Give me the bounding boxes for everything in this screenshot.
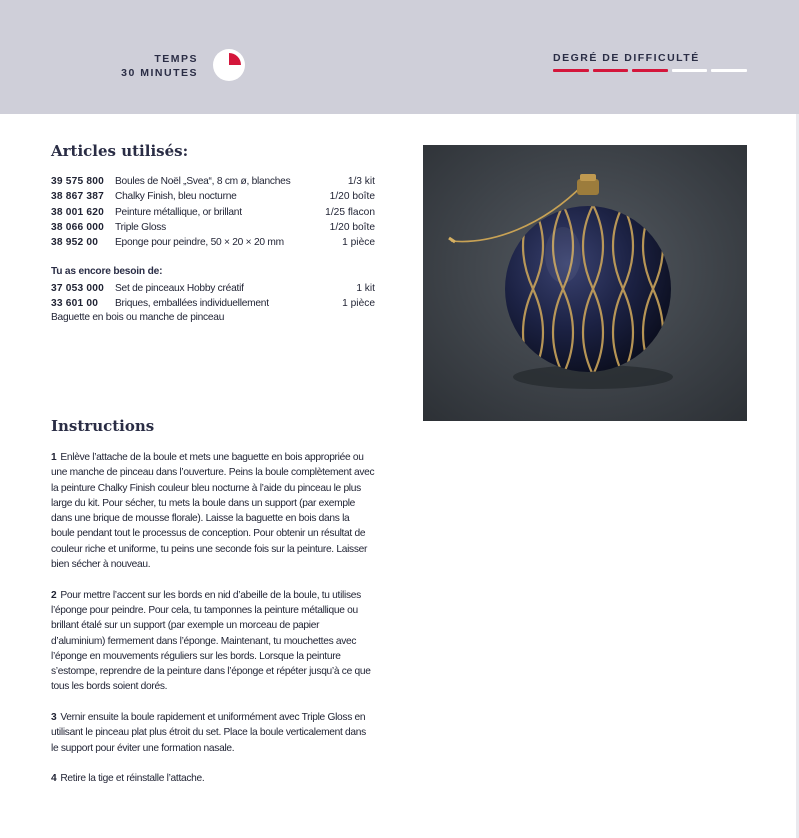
item-code: 38 066 000 — [51, 222, 104, 234]
item-qty: 1 pièce — [342, 237, 375, 249]
list-item — [51, 189, 375, 204]
difficulty-segment — [593, 69, 629, 72]
item-code: 33 601 00 — [51, 298, 99, 310]
difficulty-segment — [632, 69, 668, 72]
instructions-title: Instructions — [51, 417, 155, 435]
list-item — [51, 235, 375, 250]
step-number: 3 — [51, 712, 57, 724]
list-item — [51, 220, 375, 235]
item-code: 38 001 620 — [51, 206, 104, 218]
header-band — [0, 0, 799, 114]
instruction-step — [51, 771, 375, 786]
list-item — [51, 205, 375, 220]
step-number: 4 — [51, 773, 57, 785]
step-text: Vernir ensuite la boule rapidement et uniformément avec Triple Gloss en utilisant le pinceau plat plus étroit du set. Place la boule verticalement dans le support pour éviter une formation nasale. — [51, 712, 366, 754]
step-text: Enlève l’attache de la boule et mets une baguette en bois appropriée ou une manche de pinceau dans l’ouverture. Peins la boule complètement avec la peinture Chalky Finish couleur bleu nocturne à l’aide du pinceau le plus large du kit. Pour sécher, tu mets la boule dans un support (par exemple dans une brique de mousse florale). Laisse la baguette en bois dans la boule pendant tout le processus de conception. Pour obtenir un résultat de couleur riche et uniforme, tu peins une seconde fois sur la peinture. Laisser bien sécher à nouveau. — [51, 452, 375, 571]
item-desc: Eponge pour peindre, 50 × 20 × 20 mm — [115, 237, 284, 249]
extra-list — [51, 281, 375, 312]
difficulty-segment — [553, 69, 589, 72]
item-code: 38 952 00 — [51, 237, 99, 249]
difficulty-info — [553, 52, 747, 72]
extra-subtitle: Tu as encore besoin de: — [51, 266, 163, 277]
extra-plain-item: Baguette en bois ou manche de pinceau — [51, 312, 225, 323]
time-info — [121, 52, 198, 80]
ornament-image — [423, 145, 747, 421]
instruction-step — [51, 710, 375, 756]
list-item — [51, 296, 375, 311]
item-desc: Briques, emballées individuellement — [115, 298, 269, 310]
step-number: 2 — [51, 589, 57, 601]
item-qty: 1 kit — [356, 283, 375, 295]
item-qty: 1 pièce — [342, 298, 375, 310]
item-code: 39 575 800 — [51, 176, 104, 188]
articles-title: Articles utilisés: — [51, 142, 189, 160]
instruction-step — [51, 588, 375, 695]
item-desc: Chalky Finish, bleu nocturne — [115, 191, 237, 203]
step-text: Pour mettre l’accent sur les bords en nid d’abeille de la boule, tu utilises l’éponge pour peindre. Pour cela, tu tamponnes la peinture métallique ou brillant étalé sur un support (par exemple un morceau de papier d’aluminium) fermement dans l’éponge. Maintenant, tu mouchettes avec l’éponge en mouvements réguliers sur les bords. Lorsque la peinture s’estompe, reprendre de la peinture dans l’éponge et répéter jusqu’à ce que tous les bords soient dorés. — [51, 589, 371, 693]
time-value: 30 MINUTES — [121, 67, 198, 79]
difficulty-segment — [672, 69, 708, 72]
step-text: Retire la tige et réinstalle l’attache. — [60, 773, 205, 785]
list-item — [51, 174, 375, 189]
list-item — [51, 281, 375, 296]
difficulty-segment — [711, 69, 747, 72]
difficulty-meter — [553, 69, 747, 72]
item-qty: 1/20 boîte — [329, 191, 375, 203]
instruction-step — [51, 450, 375, 572]
ornament-photo — [423, 145, 747, 421]
item-desc: Peinture métallique, or brillant — [115, 206, 242, 218]
item-qty: 1/3 kit — [347, 176, 375, 188]
item-desc: Triple Gloss — [115, 222, 166, 234]
instructions-steps — [51, 450, 375, 802]
step-number: 1 — [51, 452, 57, 463]
articles-list — [51, 174, 375, 250]
time-label: TEMPS — [154, 53, 198, 65]
clock-icon — [213, 49, 245, 81]
item-qty: 1/20 boîte — [329, 222, 375, 234]
item-code: 37 053 000 — [51, 283, 104, 295]
item-code: 38 867 387 — [51, 191, 104, 203]
item-qty: 1/25 flacon — [325, 206, 375, 218]
item-desc: Boules de Noël „Svea“, 8 cm ø, blanches — [115, 176, 291, 188]
item-desc: Set de pinceaux Hobby créatif — [115, 283, 244, 295]
difficulty-label: DEGRÉ DE DIFFICULTÉ — [553, 52, 700, 64]
